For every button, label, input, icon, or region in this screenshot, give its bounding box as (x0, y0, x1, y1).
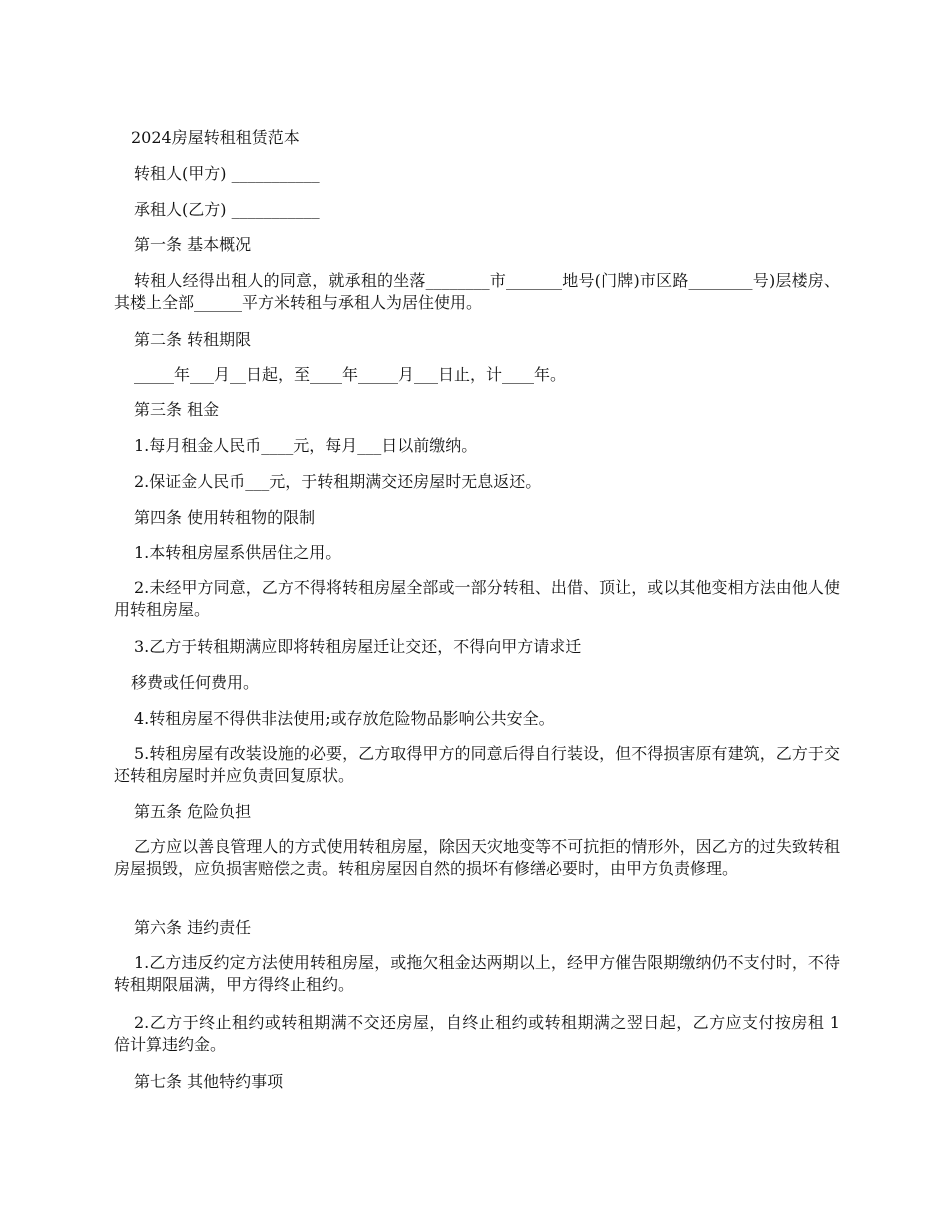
article-1-heading: 第一条 基本概况 (134, 235, 252, 254)
article-7-heading: 第七条 其他特约事项 (134, 1072, 284, 1091)
article-4-item-5: 5.转租房屋有改装设施的必要，乙方取得甲方的同意后得自行装设，但不得损害原有建筑，乙方于交还转租房屋时并应负责回复原状。 (114, 744, 840, 785)
article-4-item-2: 2.未经甲方同意，乙方不得将转租房屋全部或一部分转租、出借、顶让，或以其他变相方法由他人使用转租房屋。 (114, 578, 840, 619)
article-3-item-1: 1.每月租金人民币____元，每月___日以前缴纳。 (134, 436, 478, 455)
article-3-item-2: 2.保证金人民币___元，于转租期满交还房屋时无息返还。 (134, 472, 542, 491)
article-4-heading: 第四条 使用转租物的限制 (134, 508, 316, 527)
article-2-heading: 第二条 转租期限 (134, 330, 252, 349)
article-4-item-4: 4.转租房屋不得供非法使用;或存放危险物品影响公共安全。 (134, 709, 555, 728)
article-4-item-3-line-1: 3.乙方于转租期满应即将转租房屋迁让交还，不得向甲方请求迁 (134, 637, 582, 656)
article-4-item-3-line-2: 移费或任何费用。 (131, 673, 260, 692)
sublessor-line: 转租人(甲方) ___________ (134, 164, 320, 183)
article-2-body: _____年___月__日起，至____年_____月___日止，计____年。 (134, 365, 567, 384)
article-6-heading: 第六条 违约责任 (134, 918, 252, 937)
article-3-heading: 第三条 租金 (134, 400, 220, 419)
article-4-item-1: 1.本转租房屋系供居住之用。 (134, 543, 342, 562)
article-5-body: 乙方应以善良管理人的方式使用转租房屋，除因天灾地变等不可抗拒的情形外，因乙方的过失致转租房屋损毁，应负损害赔偿之责。转租房屋因自然的损坏有修缮必要时，由甲方负责修理。 (114, 837, 840, 878)
lessee-line: 承租人(乙方) ___________ (134, 200, 320, 219)
article-5-heading: 第五条 危险负担 (134, 802, 252, 821)
article-6-item-2: 2.乙方于终止租约或转租期满不交还房屋，自终止租约或转租期满之翌日起，乙方应支付按房租 1 倍计算违约金。 (114, 1013, 840, 1054)
document-title: 2024房屋转租租赁范本 (131, 128, 300, 147)
article-1-body: 转租人经得出租人的同意，就承租的坐落________市_______地号(门牌)市区路________号)层楼房、其楼上全部______平方米转租与承租人为居住使用。 (114, 271, 840, 312)
article-6-item-1: 1.乙方违反约定方法使用转租房屋，或拖欠租金达两期以上，经甲方催告限期缴纳仍不支付时，不待转租期限届满，甲方得终止租约。 (114, 953, 840, 994)
